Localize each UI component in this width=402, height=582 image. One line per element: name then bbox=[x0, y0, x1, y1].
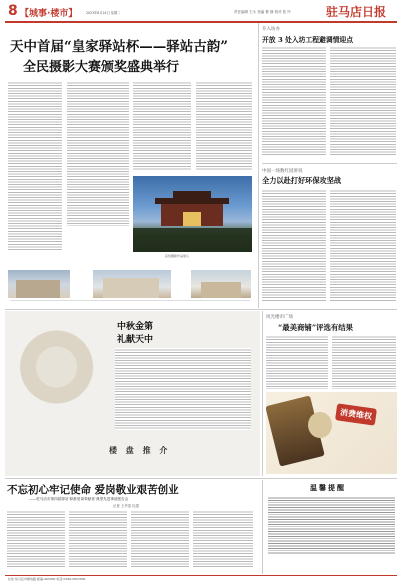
lead-body-col1 bbox=[8, 81, 62, 251]
date-line: 2023年8月24日 星期二 bbox=[86, 11, 121, 15]
lead-article bbox=[5, 23, 255, 263]
reminder-sidebar bbox=[266, 480, 397, 574]
right-col3-article bbox=[266, 311, 397, 391]
bottom-byline: 记者 王华清 杜超 bbox=[113, 504, 139, 508]
page-number: 8 bbox=[8, 3, 18, 19]
right-col3-kicker: 风光楼市广场 bbox=[266, 315, 293, 320]
editor-line: 责任编辑 王永 美编 曹 静 校对 张 玲 bbox=[234, 10, 291, 14]
lead-title: 天中首届“皇家驿站杯——驿站古韵” bbox=[10, 39, 229, 55]
lead-body-col4 bbox=[196, 81, 252, 171]
right-mid-article bbox=[262, 165, 397, 305]
bottom-subtitle: ——驻马店市第四届驿站·驿都爱岗奉献者·典型先进事迹报告会 bbox=[29, 497, 129, 501]
ad-line-two: 礼献天中 bbox=[117, 335, 154, 345]
bottom-article bbox=[5, 480, 260, 574]
photo-strip bbox=[5, 268, 255, 308]
photo-building-mid bbox=[93, 270, 171, 298]
lead-photo bbox=[133, 176, 252, 252]
page-header bbox=[8, 3, 398, 21]
section-label: 【城事·楼市】 bbox=[20, 9, 78, 19]
mid-autumn-ad bbox=[5, 311, 260, 476]
footer-line: 社址:驻马店市解放路 邮编:463000 电话:0396-2822000 bbox=[8, 577, 86, 581]
lead-subtitle: 全民摄影大赛颁奖盛典举行 bbox=[23, 60, 180, 75]
bottom-title: 不忘初心牢记使命 爱岗敬业艰苦创业 bbox=[7, 484, 179, 496]
right-col3-title: “最美商铺”评选有结果 bbox=[278, 323, 354, 332]
right-mid-kicker: 中国一场数红园讲说 bbox=[262, 169, 303, 174]
reminder-title: 温馨提醒 bbox=[310, 483, 346, 492]
masthead-logo: 驻马店日报 bbox=[326, 5, 387, 19]
ad-footer-label: 楼 盘 推 介 bbox=[109, 445, 171, 455]
right-top-article bbox=[262, 23, 397, 163]
consumer-rights-badge: 消费维权 bbox=[335, 403, 377, 425]
photo-building-right bbox=[191, 270, 251, 298]
ad-illustration bbox=[17, 329, 105, 424]
lead-body-col2 bbox=[67, 81, 129, 226]
lead-body-col3 bbox=[133, 81, 191, 171]
lead-photo-caption: 获奖摄影作品展示 bbox=[165, 254, 190, 258]
photo-building-left bbox=[8, 270, 70, 298]
consumer-rights-graphic bbox=[266, 392, 397, 474]
right-top-title: 开放 3 处入坊工程避调情迎点 bbox=[262, 36, 354, 44]
right-mid-title: 全力以赴打好环保攻坚战 bbox=[262, 176, 342, 185]
ad-line-one: 中秋金第 bbox=[117, 322, 154, 332]
right-top-kicker: 开入坊办 bbox=[262, 27, 280, 32]
